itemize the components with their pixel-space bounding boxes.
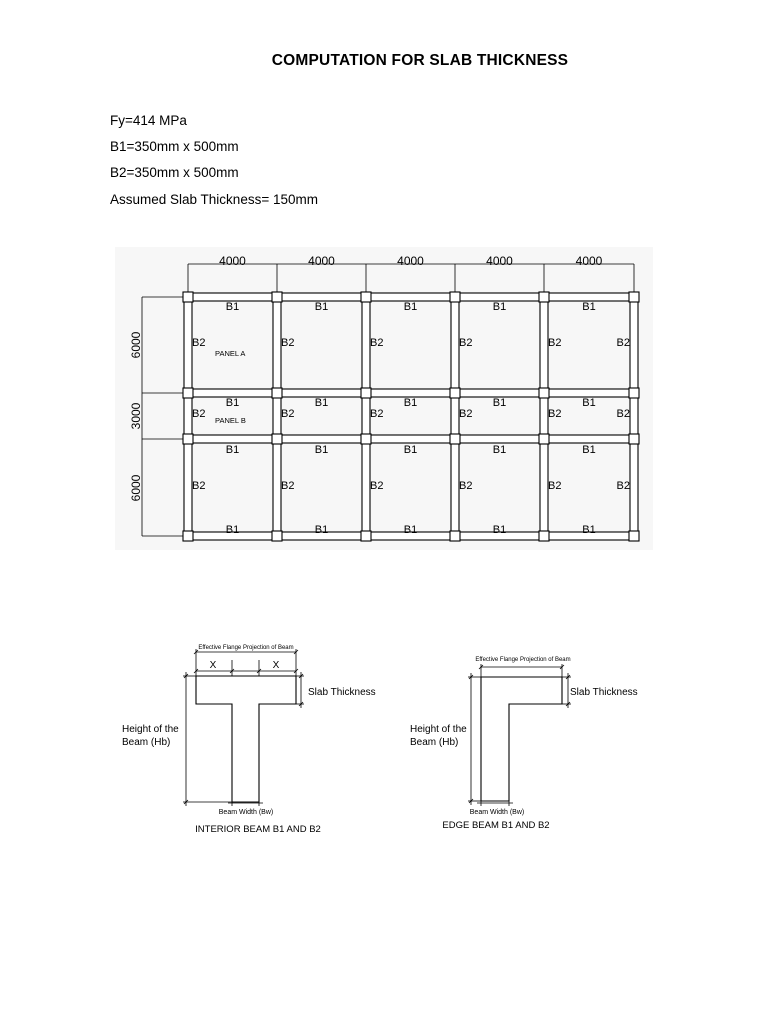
- param-slab-thickness: Assumed Slab Thickness= 150mm: [110, 192, 318, 207]
- edge-height-label-2: Beam (Hb): [410, 737, 459, 748]
- interior-height-label-1: Height of the: [122, 724, 179, 735]
- beam-b2-label: B2: [548, 480, 562, 492]
- span-label-x: 4000: [486, 254, 513, 268]
- beam-b2-label: B2: [281, 480, 295, 492]
- beam-b2-line: [362, 297, 370, 536]
- column: [450, 531, 460, 541]
- beam-b2-label: B2: [548, 337, 562, 349]
- beam-b2-line: [630, 297, 638, 536]
- edge-height-label-1: Height of the: [410, 724, 467, 735]
- edge-width-label: Beam Width (Bw): [469, 809, 525, 816]
- edge-flange-label: Effective Flange Projection of Beam: [475, 657, 571, 663]
- column: [539, 434, 549, 444]
- column: [629, 388, 639, 398]
- span-label-y: 6000: [129, 331, 143, 359]
- beam-b1-label: B1: [582, 524, 596, 536]
- span-label-x: 4000: [219, 254, 246, 268]
- column: [183, 434, 193, 444]
- param-b1: B1=350mm x 500mm: [110, 139, 239, 154]
- beam-b1-label: B1: [582, 397, 596, 409]
- panel-b-label: PANEL B: [215, 416, 246, 425]
- beam-b1-line: [188, 435, 634, 443]
- interior-beam-section: [183, 649, 304, 806]
- beam-b1-label: B1: [492, 444, 507, 456]
- column: [361, 388, 371, 398]
- column: [272, 434, 282, 444]
- column: [450, 292, 460, 302]
- interior-x-label-right: X: [272, 660, 280, 671]
- beam-b2-label: B2: [370, 480, 384, 492]
- interior-flange-label: Effective Flange Projection of Beam: [198, 645, 294, 651]
- column: [629, 531, 639, 541]
- beam-b1-label: B1: [492, 524, 507, 536]
- beam-b1-label: B1: [403, 524, 418, 536]
- beam-b2-label: B2: [548, 408, 562, 420]
- interior-slab-label: Slab Thickness: [308, 687, 376, 698]
- beam-b2-line: [273, 297, 281, 536]
- beam-b2-label: B2: [281, 337, 295, 349]
- beam-b1-label: B1: [314, 301, 329, 313]
- interior-x-label-left: X: [209, 660, 217, 671]
- interior-caption: INTERIOR BEAM B1 AND B2: [195, 824, 321, 835]
- beam-b1-label: B1: [403, 301, 418, 313]
- beam-b2-label-edge: B2: [616, 480, 630, 492]
- beam-b2-label-edge: B2: [616, 408, 630, 420]
- beam-b1-label: B1: [225, 397, 240, 409]
- beam-b1-label: B1: [314, 397, 329, 409]
- column: [361, 531, 371, 541]
- param-fy: Fy=414 MPa: [110, 113, 187, 128]
- beam-b1-label: B1: [403, 397, 418, 409]
- span-label-x: 4000: [308, 254, 335, 268]
- beam-b1-label: B1: [314, 524, 329, 536]
- column: [183, 531, 193, 541]
- beam-b2-line: [184, 297, 192, 536]
- beam-b1-label: B1: [225, 524, 240, 536]
- beam-b1-label: B1: [225, 444, 240, 456]
- span-label-x: 4000: [575, 254, 603, 268]
- span-label-y: 6000: [129, 474, 143, 502]
- param-b2: B2=350mm x 500mm: [110, 165, 239, 180]
- column: [539, 292, 549, 302]
- beam-b1-label: B1: [403, 444, 418, 456]
- column: [183, 388, 193, 398]
- column: [629, 292, 639, 302]
- beam-b2-label: B2: [281, 408, 295, 420]
- column: [629, 434, 639, 444]
- beam-b1-label: B1: [492, 397, 507, 409]
- beam-b1-label: B1: [582, 444, 596, 456]
- beam-b1-label: B1: [582, 301, 596, 313]
- beam-b2-label-edge: B2: [616, 337, 630, 349]
- column: [539, 531, 549, 541]
- edge-caption: EDGE BEAM B1 AND B2: [442, 820, 550, 831]
- beam-b1-label: B1: [314, 444, 329, 456]
- column: [272, 388, 282, 398]
- interior-width-label: Beam Width (Bw): [218, 809, 274, 816]
- floor-plan: [115, 247, 653, 550]
- column: [272, 292, 282, 302]
- beam-b2-line: [451, 297, 459, 536]
- beam-b2-label: B2: [459, 408, 473, 420]
- beam-b1-label: B1: [492, 301, 507, 313]
- page-title: COMPUTATION FOR SLAB THICKNESS: [271, 52, 569, 69]
- beam-b2-line: [540, 297, 548, 536]
- column: [183, 292, 193, 302]
- column: [361, 292, 371, 302]
- interior-height-label-2: Beam (Hb): [122, 737, 171, 748]
- panel-a-label: PANEL A: [215, 349, 246, 358]
- beam-b1-label: B1: [225, 301, 240, 313]
- span-label-y: 3000: [129, 402, 143, 430]
- beam-b1-line: [188, 293, 634, 301]
- beam-b2-label: B2: [370, 408, 384, 420]
- beam-b2-label: B2: [370, 337, 384, 349]
- edge-beam-section: [468, 664, 571, 806]
- edge-slab-label: Slab Thickness: [570, 687, 638, 698]
- column: [450, 388, 460, 398]
- column: [272, 531, 282, 541]
- column: [450, 434, 460, 444]
- beam-b2-label: B2: [192, 337, 206, 349]
- column: [539, 388, 549, 398]
- span-label-x: 4000: [397, 254, 424, 268]
- beam-b2-label: B2: [192, 408, 206, 420]
- beam-b1-line: [188, 389, 634, 397]
- beam-b2-label: B2: [459, 480, 473, 492]
- beam-b2-label: B2: [192, 480, 206, 492]
- column: [361, 434, 371, 444]
- beam-b2-label: B2: [459, 337, 473, 349]
